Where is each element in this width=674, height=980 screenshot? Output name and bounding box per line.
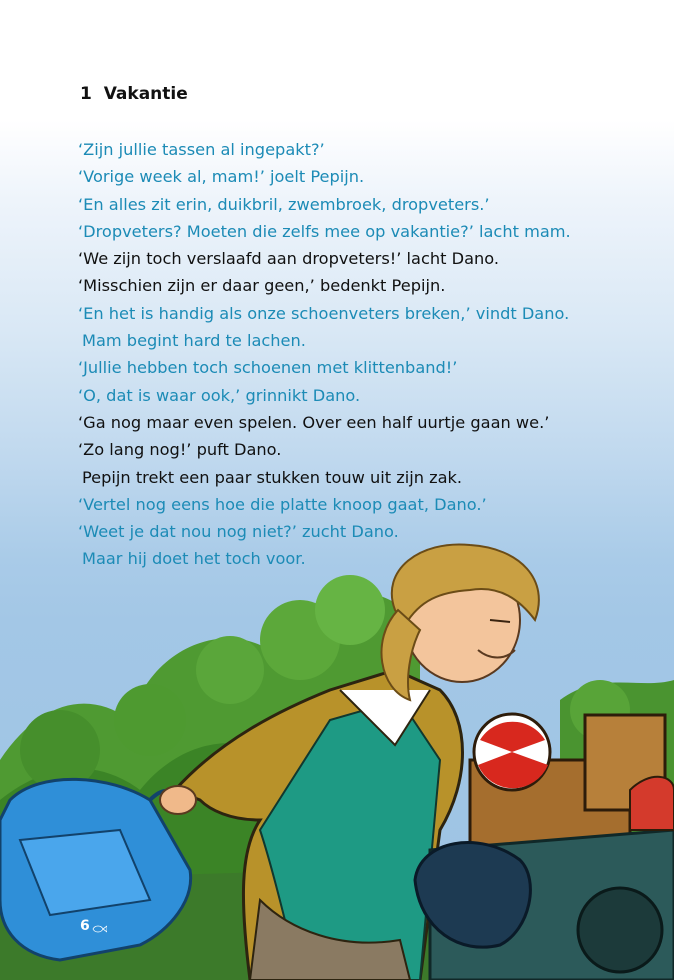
story-line: ‘En alles zit erin, duikbril, zwembroek, dropveters.’ [78,194,490,214]
story-line: ‘We zijn toch verslaafd aan dropveters!’ lacht Dano. [78,249,500,269]
story-line: Mam begint hard te lachen. [82,331,306,351]
story-line: ‘Dropveters? Moeten die zelfs mee op vakantie?’ lacht mam. [78,221,571,241]
story-line: ‘Zo lang nog!’ puft Dano. [78,440,282,460]
story-line: ‘Vertel nog eens hoe die platte knoop gaat, Dano.’ [78,494,487,514]
story-line: ‘Jullie hebben toch schoenen met klittenband!’ [78,358,458,378]
story-line: Pepijn trekt een paar stukken touw uit zijn zak. [82,467,463,487]
story-line: ‘Zijn jullie tassen al ingepakt?’ [78,140,325,159]
story-line: ‘Misschien zijn er daar geen,’ bedenkt Pepijn. [78,276,446,296]
chapter-number: 1 [80,84,92,104]
story-line: ‘Vorige week al, mam!’ joelt Pepijn. [78,167,365,187]
page-number: 6 [80,918,90,934]
story-line: ‘Weet je dat nou nog niet?’ zucht Dano. [78,522,399,542]
story-text [78,136,668,573]
chapter-title-text: Vakantie [103,84,188,104]
story-line: ‘En het is handig als onze schoenveters breken,’ vindt Dano. [78,303,570,323]
story-line: ‘Ga nog maar even spelen. Over een half uurtje gaan we.’ [78,412,550,432]
story-line: Maar hij doet het toch voor. [82,549,306,569]
story-line: ‘O, dat is waar ook,’ grinnikt Dano. [78,385,361,405]
fish-icon [91,924,107,934]
chapter-title [80,84,188,104]
